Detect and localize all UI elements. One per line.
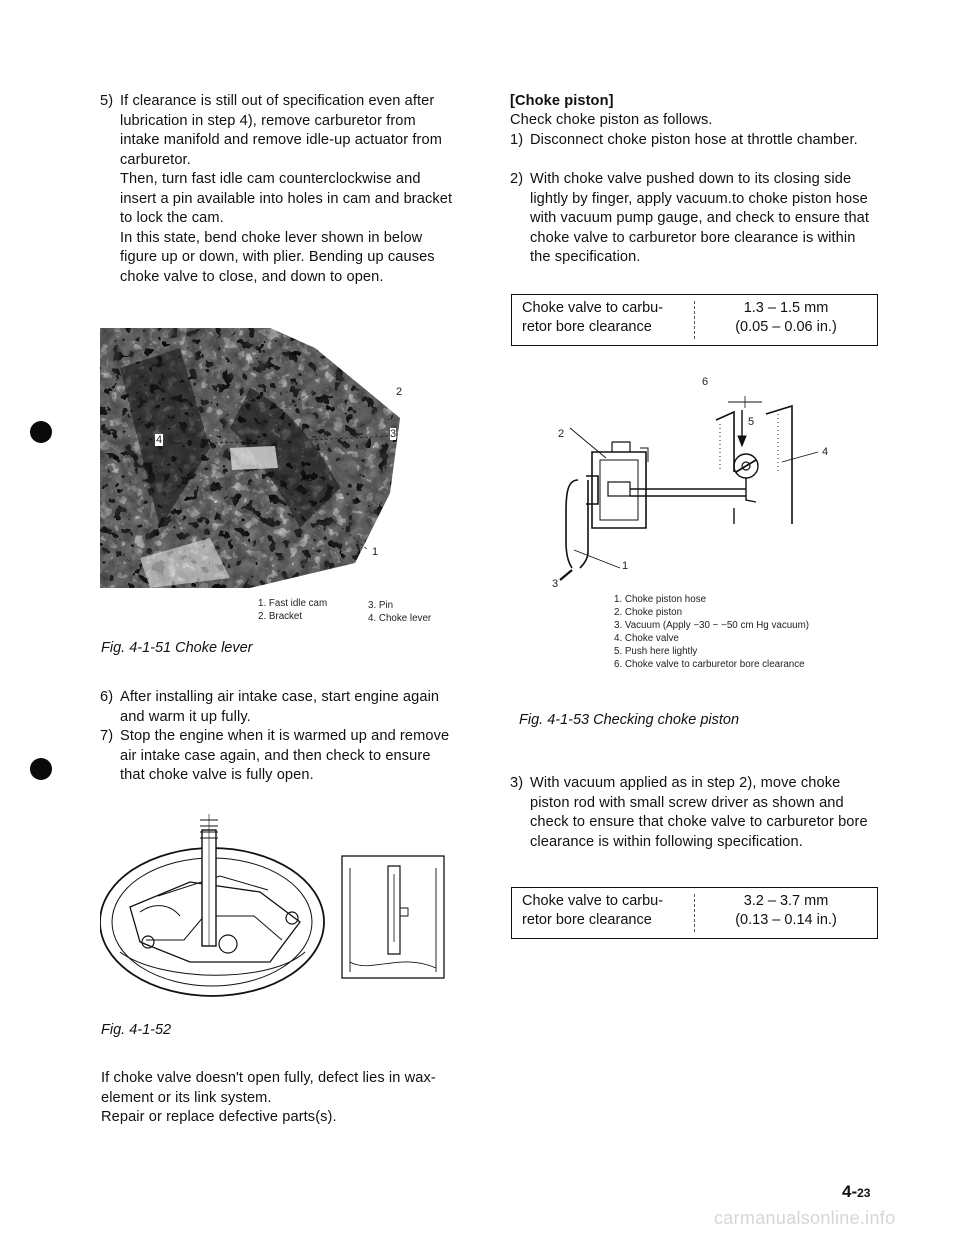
spec-value: 3.2 – 3.7 mm (0.13 – 0.14 in.)	[735, 893, 837, 928]
binder-hole-bottom	[30, 758, 52, 780]
legend-item: 1. Fast idle cam	[258, 598, 328, 609]
callout-3: 3	[552, 578, 559, 590]
section-heading: [Choke piston]	[510, 93, 614, 109]
spec-value: 1.3 – 1.5 mm (0.05 – 0.06 in.)	[735, 300, 837, 335]
step-5-text-2: Then, turn fast idle cam counterclockwise and insert a pin available into holes in cam and bracket to lock the cam.	[120, 171, 453, 226]
callout-4: 4	[822, 446, 829, 458]
step-number: 1)	[510, 132, 524, 148]
callout-3: 3	[390, 428, 397, 440]
legend-item: 3. Vacuum (Apply −30 ~ −50 cm Hg vacuum)	[614, 620, 810, 631]
legend-item: 4. Choke valve	[614, 633, 679, 644]
fig-51-caption: Fig. 4-1-51 Choke lever	[101, 640, 253, 656]
fig-52-caption: Fig. 4-1-52	[101, 1022, 172, 1038]
legend-item: 1. Choke piston hose	[614, 594, 707, 605]
step-2	[510, 170, 878, 268]
spec-label: Choke valve to carbu- retor bore clearance	[522, 893, 664, 928]
fig-53-caption: Fig. 4-1-53 Checking choke piston	[519, 712, 740, 728]
step-3-text: With vacuum applied as in step 2), move choke piston rod with small screw driver as shown and check to ensure that choke valve to carburetor bore clearance is within following specification.	[530, 775, 868, 850]
callout-5: 5	[748, 416, 755, 428]
step-7	[100, 727, 456, 786]
callout-6: 6	[702, 376, 709, 388]
step-1	[510, 131, 878, 151]
step-5-text-3: In this state, bend choke lever shown in below figure up or down, with plier. Bending up causes choke valve to close, and down to open.	[120, 229, 435, 285]
legend-item: 3. Pin	[368, 600, 394, 611]
closing-paragraph: If choke valve doesn't open fully, defect lies in wax-element or its link system. Repair or replace defective parts(s).	[101, 1070, 436, 1125]
fig-53-legend	[614, 593, 884, 671]
callout-4: 4	[156, 434, 163, 446]
callout-2: 2	[396, 386, 403, 398]
callout-2: 2	[558, 428, 565, 440]
step-number: 3)	[510, 775, 524, 791]
step-number: 7)	[100, 728, 114, 744]
step-3	[510, 774, 878, 852]
legend-item: 6. Choke valve to carburetor bore clearance	[614, 659, 805, 670]
step-7-text: Stop the engine when it is warmed up and remove air intake case again, and then check to ensure that choke valve is fully open.	[120, 728, 450, 783]
step-5	[100, 92, 456, 287]
spec-label: Choke valve to carbu- retor bore clearance	[522, 300, 664, 335]
spec-table-2	[511, 887, 878, 939]
page-number-main: 4-	[842, 1182, 858, 1201]
step-2-text: With choke valve pushed down to its closing side lightly by finger, apply vacuum.to choke piston hose with vacuum pump gauge, and check to ensure that choke valve to carburetor bore clearance is within the specification.	[530, 171, 870, 265]
step-number: 6)	[100, 689, 114, 705]
step-number: 2)	[510, 171, 524, 187]
watermark: carmanualsonline.info	[714, 1208, 896, 1228]
intro-text: Check choke piston as follows.	[510, 112, 713, 128]
legend-item: 2. Choke piston	[614, 607, 683, 618]
legend-item: 4. Choke lever	[368, 613, 432, 624]
page-number-sub: 23	[857, 1186, 871, 1200]
choke-lever-photo	[100, 328, 403, 588]
step-6	[100, 688, 456, 727]
choke-piston-diagram	[550, 372, 850, 592]
page-number	[842, 1182, 870, 1202]
callout-1: 1	[622, 560, 629, 572]
legend-item: 5. Push here lightly	[614, 646, 698, 657]
callout-1: 1	[372, 546, 379, 558]
wax-element-drawing	[100, 812, 460, 1002]
step-number: 5)	[100, 93, 114, 109]
binder-hole-top	[30, 421, 52, 443]
step-5-text-1: If clearance is still out of specification even after lubrication in step 4), remove carburetor from intake manifold and remove idle-up actuator from carburetor.	[120, 93, 442, 168]
step-6-text: After installing air intake case, start engine again and warm it up fully.	[120, 689, 440, 725]
spec-table-1	[511, 294, 878, 346]
step-1-text: Disconnect choke piston hose at throttle chamber.	[530, 132, 858, 148]
legend-item: 2. Bracket	[258, 611, 303, 622]
